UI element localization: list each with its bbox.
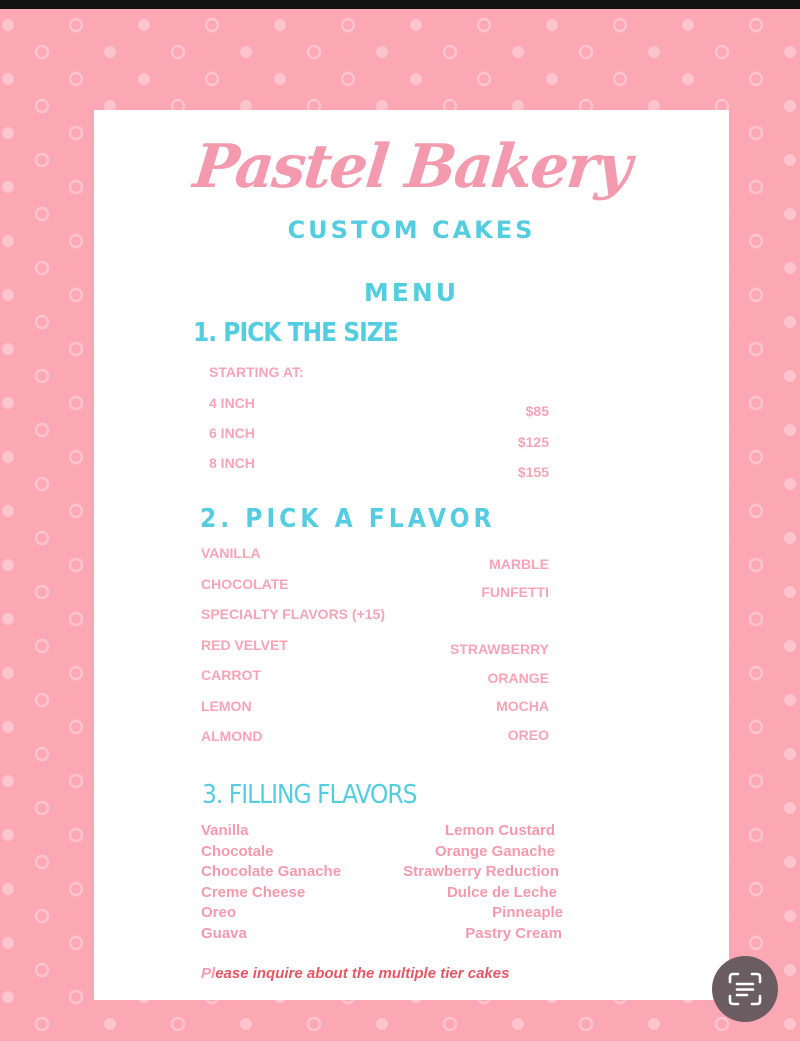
polka-dot (546, 73, 558, 85)
polka-dot (2, 451, 14, 463)
flavor-item: MARBLE (489, 556, 549, 572)
note-first-letters: Pl (201, 965, 216, 982)
polka-dot (36, 478, 48, 490)
flavor-item: ALMOND (201, 728, 263, 744)
starting-at-label: STARTING AT: (209, 364, 304, 380)
filling-item: Chocolate Ganache (201, 863, 342, 880)
polka-dot (580, 46, 592, 58)
filling-item: Vanilla (201, 822, 249, 839)
polka-dot (784, 46, 796, 58)
polka-dot (70, 289, 82, 301)
polka-dot (36, 964, 48, 976)
size-price: $85 (525, 403, 549, 419)
polka-dot (172, 1018, 184, 1030)
polka-dot (784, 1018, 796, 1030)
polka-dot (36, 748, 48, 760)
polka-dot (2, 667, 14, 679)
polka-dot (784, 478, 796, 490)
polka-dot (36, 532, 48, 544)
polka-dot (750, 19, 762, 31)
polka-dot (2, 19, 14, 31)
polka-dot (546, 19, 558, 31)
polka-dot (138, 73, 150, 85)
size-label: 4 INCH (209, 395, 255, 411)
filling-item: Pastry Cream (465, 925, 562, 942)
flavor-item: CHOCOLATE (201, 576, 289, 592)
tier-cakes-note (201, 965, 509, 982)
polka-dot (784, 370, 796, 382)
polka-dot (36, 46, 48, 58)
flavor-item: LEMON (201, 698, 252, 714)
polka-dot (70, 721, 82, 733)
polka-dot (36, 802, 48, 814)
polka-dot (104, 1018, 116, 1030)
polka-dot (36, 100, 48, 112)
polka-dot (750, 181, 762, 193)
polka-dot (750, 937, 762, 949)
polka-dot (784, 910, 796, 922)
polka-dot (36, 154, 48, 166)
polka-dot (70, 19, 82, 31)
polka-dot (784, 586, 796, 598)
polka-dot (240, 1018, 252, 1030)
polka-dot (70, 397, 82, 409)
polka-dot (70, 829, 82, 841)
polka-dot (648, 1018, 660, 1030)
polka-dot (784, 964, 796, 976)
polka-dot (70, 73, 82, 85)
polka-dot (614, 73, 626, 85)
polka-dot (274, 19, 286, 31)
polka-dot (70, 235, 82, 247)
polka-dot (512, 1018, 524, 1030)
polka-dot (784, 640, 796, 652)
polka-dot (70, 127, 82, 139)
polka-dot (750, 127, 762, 139)
flavor-item: RED VELVET (201, 637, 288, 653)
polka-dot (308, 1018, 320, 1030)
polka-dot (2, 235, 14, 247)
polka-dot (2, 883, 14, 895)
flavor-item: OREO (507, 727, 549, 743)
polka-dot (2, 289, 14, 301)
polka-dot (2, 343, 14, 355)
polka-dot (750, 829, 762, 841)
polka-dot (36, 262, 48, 274)
polka-dot (750, 505, 762, 517)
filling-item: Creme Cheese (201, 884, 306, 901)
polka-dot (784, 748, 796, 760)
polka-dot (70, 667, 82, 679)
polka-dot (274, 73, 286, 85)
polka-dot (784, 208, 796, 220)
polka-dot (2, 505, 14, 517)
polka-dot (750, 235, 762, 247)
polka-dot (750, 667, 762, 679)
polka-dot (104, 46, 116, 58)
polka-dot (2, 721, 14, 733)
polka-dot (36, 910, 48, 922)
polka-dot (580, 1018, 592, 1030)
polka-dot (750, 397, 762, 409)
polka-dot (410, 73, 422, 85)
polka-dot (682, 73, 694, 85)
polka-dot (70, 505, 82, 517)
polka-dot (784, 532, 796, 544)
polka-dot (206, 19, 218, 31)
flavor-item: MOCHA (496, 698, 549, 714)
polka-dot (70, 883, 82, 895)
filling-item: Strawberry Reduction (403, 863, 559, 880)
polka-dot (750, 289, 762, 301)
polka-dot (70, 181, 82, 193)
polka-dot (342, 73, 354, 85)
polka-dot (2, 937, 14, 949)
polka-dot (36, 640, 48, 652)
polka-dot (70, 613, 82, 625)
size-label: 6 INCH (209, 425, 255, 441)
polka-dot (2, 613, 14, 625)
size-price: $125 (517, 434, 549, 450)
polka-dot (36, 694, 48, 706)
polka-dot (750, 613, 762, 625)
polka-dot (36, 424, 48, 436)
polka-dot (2, 991, 14, 1003)
polka-dot (206, 73, 218, 85)
note-rest: ease inquire about the multiple tier cakes (215, 965, 510, 982)
polka-dot (70, 343, 82, 355)
polka-dot (750, 883, 762, 895)
polka-dot (784, 262, 796, 274)
brand-logo (94, 132, 729, 202)
polka-dot (2, 181, 14, 193)
polka-dot (2, 775, 14, 787)
polka-dot (172, 46, 184, 58)
menu-title: MENU (363, 278, 460, 307)
polka-dot (2, 397, 14, 409)
flavor-item: FUNFETTI (481, 584, 549, 600)
polka-dot (444, 46, 456, 58)
filling-item: Orange Ganache (434, 843, 555, 860)
polka-dot (376, 1018, 388, 1030)
polka-dot (614, 19, 626, 31)
polka-dot (750, 451, 762, 463)
filling-item: Pinneaple (492, 904, 563, 921)
filling-item: Dulce de Leche (446, 884, 557, 901)
polka-dot (2, 559, 14, 571)
polka-dot (36, 208, 48, 220)
filling-item: Lemon Custard (444, 822, 555, 839)
polka-dot (648, 46, 660, 58)
polka-dot (478, 73, 490, 85)
filling-section-heading: 3. FILLING FLAVORS (202, 780, 417, 810)
polka-dot (750, 775, 762, 787)
polka-dot (410, 19, 422, 31)
flavor-item: STRAWBERRY (449, 641, 549, 657)
polka-dot (784, 424, 796, 436)
polka-dot (70, 991, 82, 1003)
text-scan-icon (727, 971, 763, 1007)
polka-dot (784, 802, 796, 814)
polka-dot (716, 46, 728, 58)
polka-dot (444, 1018, 456, 1030)
polka-dot (240, 46, 252, 58)
polka-dot (784, 100, 796, 112)
polka-dot (36, 586, 48, 598)
polka-dot (750, 721, 762, 733)
filling-item: Chocotale (201, 843, 274, 860)
polka-dot (2, 829, 14, 841)
polka-dot (512, 46, 524, 58)
brand-name: Pastel Bakery (190, 132, 633, 202)
filling-item: Guava (201, 925, 247, 942)
polka-dot (716, 1018, 728, 1030)
polka-dot (682, 19, 694, 31)
size-section-heading: 1. PICK THE SIZE (193, 318, 398, 348)
flavor-section-heading: 2. PICK A FLAVOR (200, 504, 496, 534)
polka-dot (36, 370, 48, 382)
flavor-item: ORANGE (487, 670, 549, 686)
polka-dot (478, 19, 490, 31)
polka-dot (784, 856, 796, 868)
status-bar (0, 0, 800, 9)
polka-dot (70, 775, 82, 787)
size-label: 8 INCH (209, 455, 255, 471)
polka-dot (750, 343, 762, 355)
polka-dot (784, 694, 796, 706)
flavor-item: CARROT (201, 667, 261, 683)
polka-dot (308, 46, 320, 58)
polka-dot (2, 73, 14, 85)
polka-dot (2, 127, 14, 139)
text-scan-button[interactable] (712, 956, 778, 1022)
polka-dot (750, 559, 762, 571)
polka-dot (36, 1018, 48, 1030)
polka-dot (70, 559, 82, 571)
polka-dot (138, 19, 150, 31)
polka-dot (70, 451, 82, 463)
size-price: $155 (517, 464, 549, 480)
polka-dot (70, 937, 82, 949)
brand-subtitle: CUSTOM CAKES (287, 216, 536, 244)
polka-dot (750, 73, 762, 85)
polka-dot (376, 46, 388, 58)
flavor-item: VANILLA (201, 545, 261, 561)
polka-dot (784, 154, 796, 166)
polka-dot (342, 19, 354, 31)
filling-item: Oreo (201, 904, 237, 921)
specialty-flavors-label: SPECIALTY FLAVORS (+15) (201, 606, 385, 622)
polka-dot (36, 856, 48, 868)
polka-dot (36, 316, 48, 328)
polka-dot (784, 316, 796, 328)
